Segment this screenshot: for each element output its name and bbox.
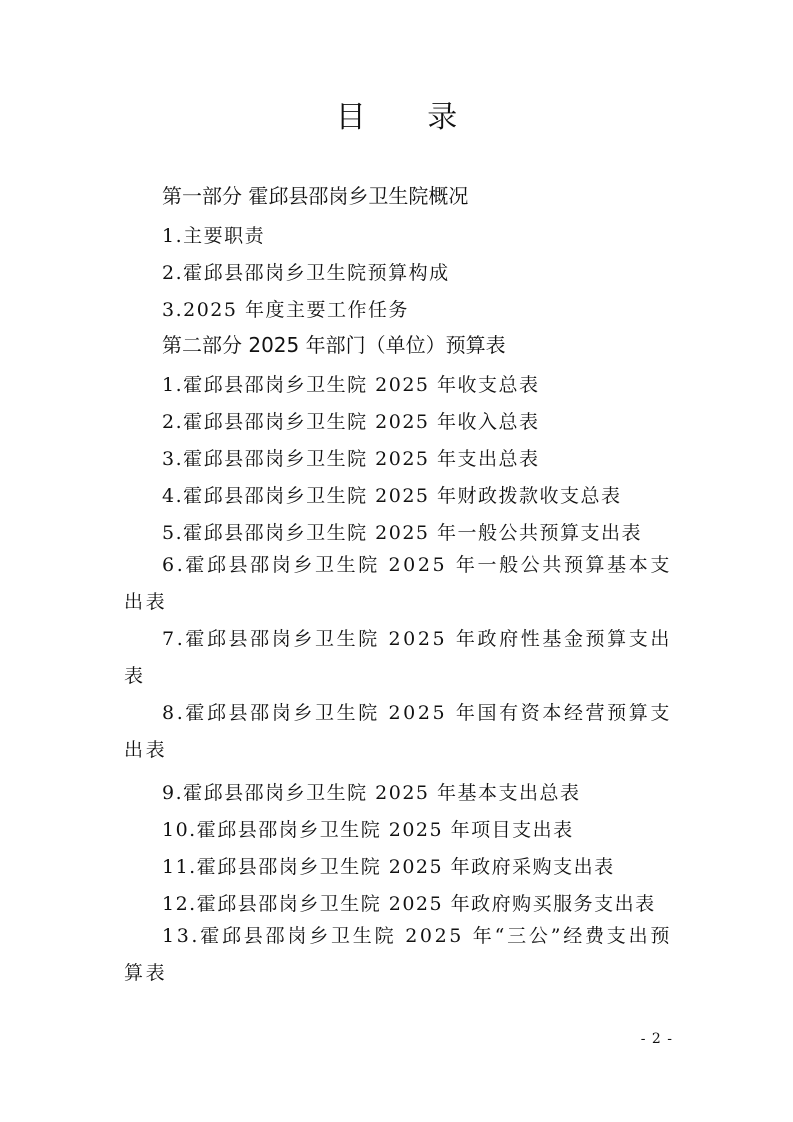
- toc-item: 9.霍邱县邵岗乡卫生院 2025 年基本支出总表: [162, 782, 581, 804]
- toc-item: 10.霍邱县邵岗乡卫生院 2025 年项目支出表: [162, 819, 574, 841]
- toc-item: 4.霍邱县邵岗乡卫生院 2025 年财政拨款收支总表: [162, 485, 622, 507]
- page-title: 目 录: [335, 100, 484, 135]
- toc-item: 7.霍邱县邵岗乡卫生院 2025 年政府性基金预算支出表: [124, 628, 672, 687]
- toc-item: 3.霍邱县邵岗乡卫生院 2025 年支出总表: [162, 448, 540, 470]
- toc-item: 1.主要职责: [162, 225, 266, 247]
- part1-heading: 第一部分 霍邱县邵岗乡卫生院概况: [162, 184, 469, 208]
- toc-item: 3.2025 年度主要工作任务: [162, 299, 410, 321]
- toc-item: 2.霍邱县邵岗乡卫生院预算构成: [162, 262, 450, 284]
- toc-item: 12.霍邱县邵岗乡卫生院 2025 年政府购买服务支出表: [162, 893, 656, 915]
- toc-item: 2.霍邱县邵岗乡卫生院 2025 年收入总表: [162, 411, 540, 433]
- toc-item: 11.霍邱县邵岗乡卫生院 2025 年政府采购支出表: [162, 856, 615, 878]
- page-number: - 2 -: [640, 1031, 673, 1047]
- toc-item: 13.霍邱县邵岗乡卫生院 2025 年“三公”经费支出预算表: [124, 925, 672, 984]
- toc-item: 5.霍邱县邵岗乡卫生院 2025 年一般公共预算支出表: [162, 522, 643, 544]
- toc-item: 8.霍邱县邵岗乡卫生院 2025 年国有资本经营预算支出表: [124, 702, 672, 761]
- toc-item: 1.霍邱县邵岗乡卫生院 2025 年收支总表: [162, 374, 540, 396]
- part2-heading: 第二部分 2025 年部门（单位）预算表: [162, 333, 506, 357]
- toc-item: 6.霍邱县邵岗乡卫生院 2025 年一般公共预算基本支出表: [124, 554, 672, 613]
